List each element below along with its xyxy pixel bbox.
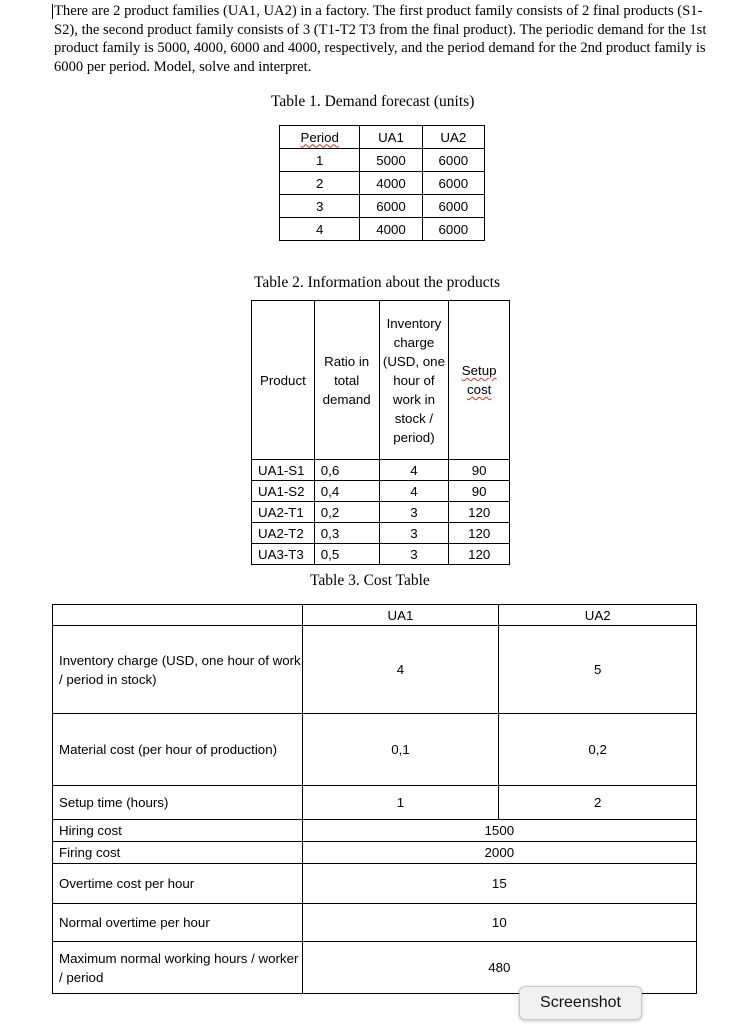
table-cell: 3 bbox=[379, 523, 449, 544]
row-label: Maximum normal working hours / worker / period bbox=[53, 942, 303, 994]
table-cell: 0,4 bbox=[314, 481, 379, 502]
table-row bbox=[252, 460, 510, 481]
table-row bbox=[53, 904, 697, 942]
cost-table bbox=[52, 604, 697, 994]
table-cell: 4 bbox=[302, 626, 499, 714]
table-cell: 0,5 bbox=[314, 544, 379, 565]
column-header: Ratio in total demand bbox=[314, 301, 379, 460]
table-row bbox=[53, 820, 697, 842]
table-cell: 4 bbox=[280, 218, 360, 241]
table-row bbox=[280, 172, 485, 195]
table-header-row bbox=[252, 301, 510, 460]
table-cell: 120 bbox=[449, 544, 510, 565]
column-header: UA1 bbox=[360, 126, 422, 149]
row-label: Normal overtime per hour bbox=[53, 904, 303, 942]
table-cell: 10 bbox=[302, 904, 696, 942]
table-cell: 6000 bbox=[422, 218, 484, 241]
table-header-row bbox=[280, 126, 485, 149]
table-cell: 0,2 bbox=[314, 502, 379, 523]
table-cell: 4 bbox=[379, 460, 449, 481]
table-row bbox=[53, 864, 697, 904]
table-cell: 2000 bbox=[302, 842, 696, 864]
row-label: Overtime cost per hour bbox=[53, 864, 303, 904]
table-row bbox=[280, 195, 485, 218]
table-cell: 120 bbox=[449, 523, 510, 544]
table-cell: 4000 bbox=[360, 218, 422, 241]
column-header: Period bbox=[280, 126, 360, 149]
table-row bbox=[252, 544, 510, 565]
table-row bbox=[53, 786, 697, 820]
table3-caption: Table 3. Cost Table bbox=[310, 572, 430, 589]
table-cell: 6000 bbox=[422, 149, 484, 172]
table-cell: 5000 bbox=[360, 149, 422, 172]
table-cell: 2 bbox=[280, 172, 360, 195]
table-row bbox=[53, 714, 697, 786]
column-header: UA2 bbox=[499, 605, 697, 626]
table-row bbox=[53, 626, 697, 714]
row-label: Hiring cost bbox=[53, 820, 303, 842]
table-cell: UA3-T3 bbox=[252, 544, 315, 565]
table-cell: 1 bbox=[302, 786, 499, 820]
table-cell: 1 bbox=[280, 149, 360, 172]
table-cell: 5 bbox=[499, 626, 697, 714]
table-cell: 4 bbox=[379, 481, 449, 502]
row-label: Firing cost bbox=[53, 842, 303, 864]
table-row bbox=[252, 502, 510, 523]
table-row bbox=[280, 149, 485, 172]
screenshot-button[interactable]: Screenshot bbox=[519, 986, 642, 1020]
column-header: Setup cost bbox=[449, 301, 510, 460]
table-cell: 0,1 bbox=[302, 714, 499, 786]
table-cell: 3 bbox=[280, 195, 360, 218]
column-header bbox=[53, 605, 303, 626]
table-row bbox=[280, 218, 485, 241]
table-cell: 480 bbox=[302, 942, 696, 994]
table1-caption: Table 1. Demand forecast (units) bbox=[271, 93, 475, 110]
row-label: Inventory charge (USD, one hour of work / period in stock) bbox=[53, 626, 303, 714]
text-cursor bbox=[52, 4, 53, 19]
table-cell: UA1-S1 bbox=[252, 460, 315, 481]
table-cell: 90 bbox=[449, 481, 510, 502]
table-row bbox=[252, 523, 510, 544]
table-cell: 0,3 bbox=[314, 523, 379, 544]
table-cell: 2 bbox=[499, 786, 697, 820]
row-label: Setup time (hours) bbox=[53, 786, 303, 820]
table-cell: 3 bbox=[379, 544, 449, 565]
table-cell: 15 bbox=[302, 864, 696, 904]
table-cell: 1500 bbox=[302, 820, 696, 842]
table-cell: UA1-S2 bbox=[252, 481, 315, 502]
table-row bbox=[53, 842, 697, 864]
table-header-row bbox=[53, 605, 697, 626]
table-cell: 3 bbox=[379, 502, 449, 523]
table-cell: 90 bbox=[449, 460, 510, 481]
table-cell: 6000 bbox=[360, 195, 422, 218]
table-cell: 120 bbox=[449, 502, 510, 523]
column-header: UA1 bbox=[302, 605, 499, 626]
table-cell: 6000 bbox=[422, 195, 484, 218]
product-info-table bbox=[251, 300, 510, 565]
table-row bbox=[252, 481, 510, 502]
column-header: Inventory charge (USD, one hour of work in stock / period) bbox=[379, 301, 449, 460]
table-cell: 0,6 bbox=[314, 460, 379, 481]
table-cell: 0,2 bbox=[499, 714, 697, 786]
problem-statement: There are 2 product families (UA1, UA2) in a factory. The first product family consists of 2 final products (S1-S2), the second product family consists of 3 (T1-T2 T3 from the final product). The periodic demand for the 1st product family is 5000, 4000, 6000 and 4000, respectively, and the period demand for the 2nd product family is 6000 per period. Model, solve and interpret. bbox=[54, 3, 707, 75]
table-cell: 4000 bbox=[360, 172, 422, 195]
table2-caption: Table 2. Information about the products bbox=[254, 274, 500, 291]
column-header: UA2 bbox=[422, 126, 484, 149]
table-cell: 6000 bbox=[422, 172, 484, 195]
demand-forecast-table bbox=[279, 125, 485, 241]
column-header: Product bbox=[252, 301, 315, 460]
table-cell: UA2-T1 bbox=[252, 502, 315, 523]
table-cell: UA2-T2 bbox=[252, 523, 315, 544]
row-label: Material cost (per hour of production) bbox=[53, 714, 303, 786]
